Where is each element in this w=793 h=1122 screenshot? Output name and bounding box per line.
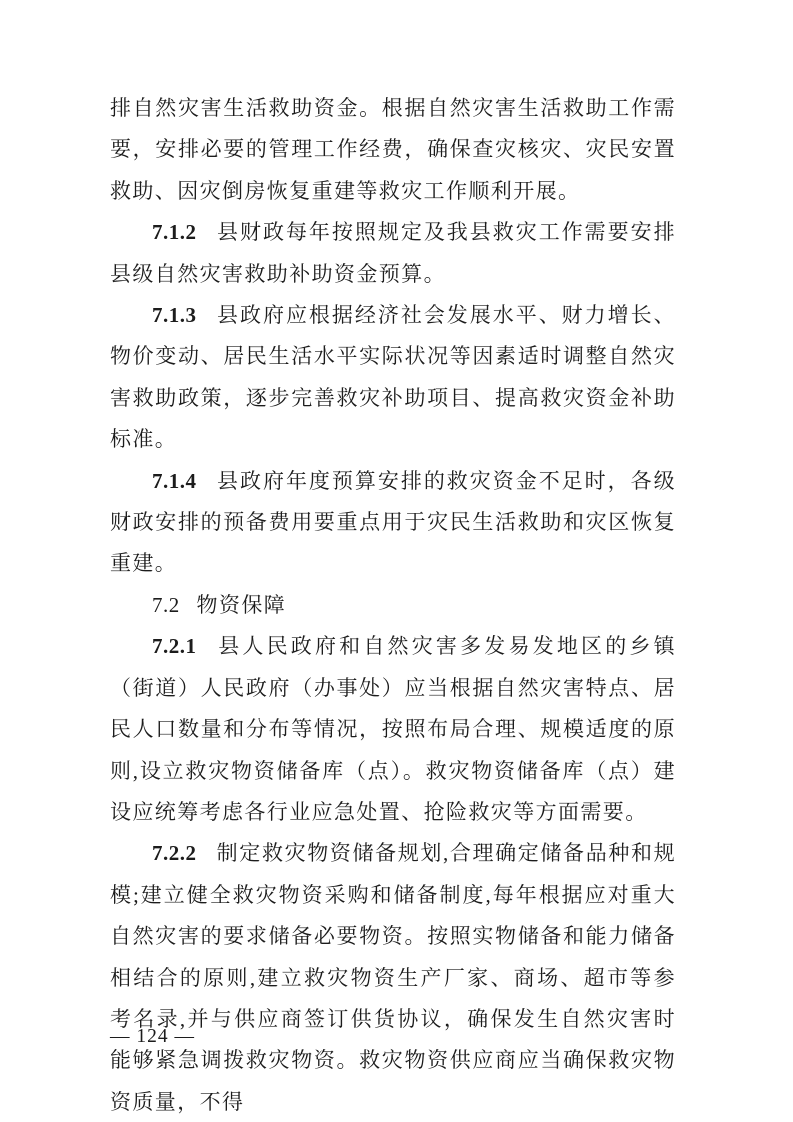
paragraph-continuation <box>110 88 676 212</box>
page-number: — 124 — <box>110 1026 195 1047</box>
paragraph-text: 排自然灾害生活救助资金。根据自然灾害生活救助工作需要，安排必要的管理工作经费，确保查灾核灾、灾民安置救助、因灾倒房恢复重建等救灾工作顺利开展。 <box>110 96 676 203</box>
section-number: 7.2 <box>152 592 180 617</box>
paragraph-text: 县财政每年按照规定及我县救灾工作需要安排县级自然灾害救助补助资金预算。 <box>110 220 676 286</box>
paragraph-7-1-3 <box>110 295 676 461</box>
paragraph-text: 县人民政府和自然灾害多发易发地区的乡镇（街道）人民政府（办事处）应当根据自然灾害特点、居民人口数量和分布等情况，按照布局合理、规模适度的原则,设立救灾物资储备库（点）。救灾物资储备库（点）建设应统筹考虑各行业应急处置、抢险救灾等方面需要。 <box>110 634 676 824</box>
clause-number: 7.2.1 <box>152 634 197 659</box>
paragraph-7-1-4 <box>110 461 676 585</box>
paragraph-text: 县政府应根据经济社会发展水平、财力增长、物价变动、居民生活水平实际状况等因素适时调整自然灾害救助政策，逐步完善救灾补助项目、提高救灾资金补助标准。 <box>110 303 676 452</box>
document-body <box>110 88 676 1122</box>
paragraph-7-2-2 <box>110 833 676 1122</box>
paragraph-text: 制定救灾物资储备规划,合理确定储备品种和规模;建立健全救灾物资采购和储备制度,每年根据应对重大自然灾害的要求储备必要物资。按照实物储备和能力储备相结合的原则,建立救灾物资生产厂家、商场、超市等参考名录,并与供应商签订供货协议，确保发生自然灾害时能够紧急调拨救灾物资。救灾物资供应商应当确保救灾物资质量，不得 <box>110 841 676 1114</box>
section-heading-7-2 <box>110 585 676 626</box>
paragraph-text: 县政府年度预算安排的救灾资金不足时，各级财政安排的预备费用要重点用于灾民生活救助和灾区恢复重建。 <box>110 468 676 576</box>
paragraph-7-1-2 <box>110 212 676 295</box>
section-title: 物资保障 <box>196 592 287 617</box>
clause-number: 7.2.2 <box>152 841 197 866</box>
clause-number: 7.1.3 <box>152 303 197 328</box>
clause-number: 7.1.4 <box>152 468 197 493</box>
clause-number: 7.1.2 <box>152 220 197 245</box>
paragraph-7-2-1 <box>110 626 676 833</box>
